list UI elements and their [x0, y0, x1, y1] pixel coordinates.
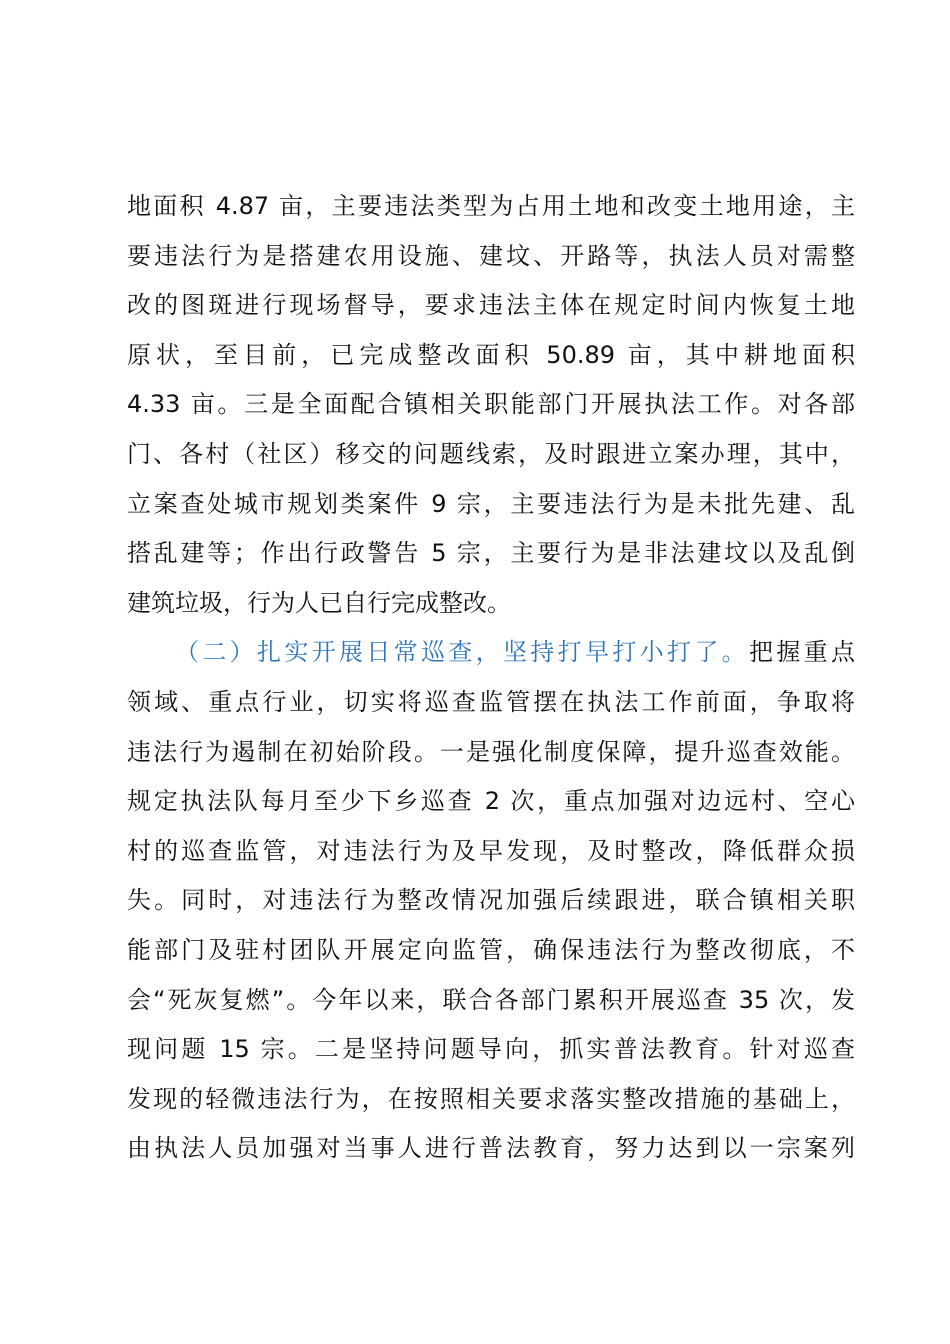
- text-line: 由执法人员加强对当事人进行普法教育，努力达到以一宗案列: [127, 1134, 855, 1163]
- text-line: 地面积 4.87 亩，主要违法类型为占用土地和改变土地用途，主: [127, 192, 855, 220]
- body-text: [127, 182, 855, 1174]
- text-line: 失。同时，对违法行为整改情况加强后续跟进，联合镇相关职: [127, 886, 855, 915]
- text-line: 发现的轻微违法行为，在按照相关要求落实整改措施的基础上，: [127, 1084, 855, 1113]
- text-line: 会“死灰复燃”。今年以来，联合各部门累积开展巡查 35 次，发: [127, 985, 855, 1014]
- text-line: 建筑垃圾，行为人已自行完成整改。: [127, 588, 511, 617]
- text-line: 门、各村（社区）移交的问题线索，及时跟进立案办理，其中，: [127, 439, 855, 468]
- text-line: 搭乱建等；作出行政警告 5 宗，主要行为是非法建坟以及乱倒: [127, 539, 855, 568]
- text-line: 改的图斑进行现场督导，要求违法主体在规定时间内恢复土地: [127, 291, 855, 320]
- text-line: 4.33 亩。三是全面配合镇相关职能部门开展执法工作。对各部: [127, 390, 855, 419]
- text-line: 违法行为遏制在初始阶段。一是强化制度保障，提升巡查效能。: [127, 737, 855, 766]
- text-line: 要违法行为是搭建农用设施、建坟、开路等，执法人员对需整: [127, 241, 855, 270]
- section-heading-line: [127, 628, 855, 678]
- section-heading: （二）扎实开展日常巡查，坚持打早打小打了。: [175, 638, 749, 667]
- text-line: 立案查处城市规划类案件 9 宗，主要违法行为是未批先建、乱: [127, 489, 855, 518]
- section-heading-tail: 把握重点: [749, 638, 855, 667]
- text-line: 村的巡查监管，对违法行为及早发现，及时整改，降低群众损: [127, 836, 855, 865]
- text-line: 规定执法队每月至少下乡巡查 2 次，重点加强对边远村、空心: [127, 787, 855, 816]
- text-line: 现问题 15 宗。二是坚持问题导向，抓实普法教育。针对巡查: [127, 1035, 855, 1064]
- text-line: 能部门及驻村团队开展定向监管，确保违法行为整改彻底，不: [127, 935, 855, 964]
- text-line: 原状，至目前，已完成整改面积 50.89 亩，其中耕地面积: [127, 340, 855, 369]
- text-line: 领域、重点行业，切实将巡查监管摆在执法工作前面，争取将: [127, 687, 855, 716]
